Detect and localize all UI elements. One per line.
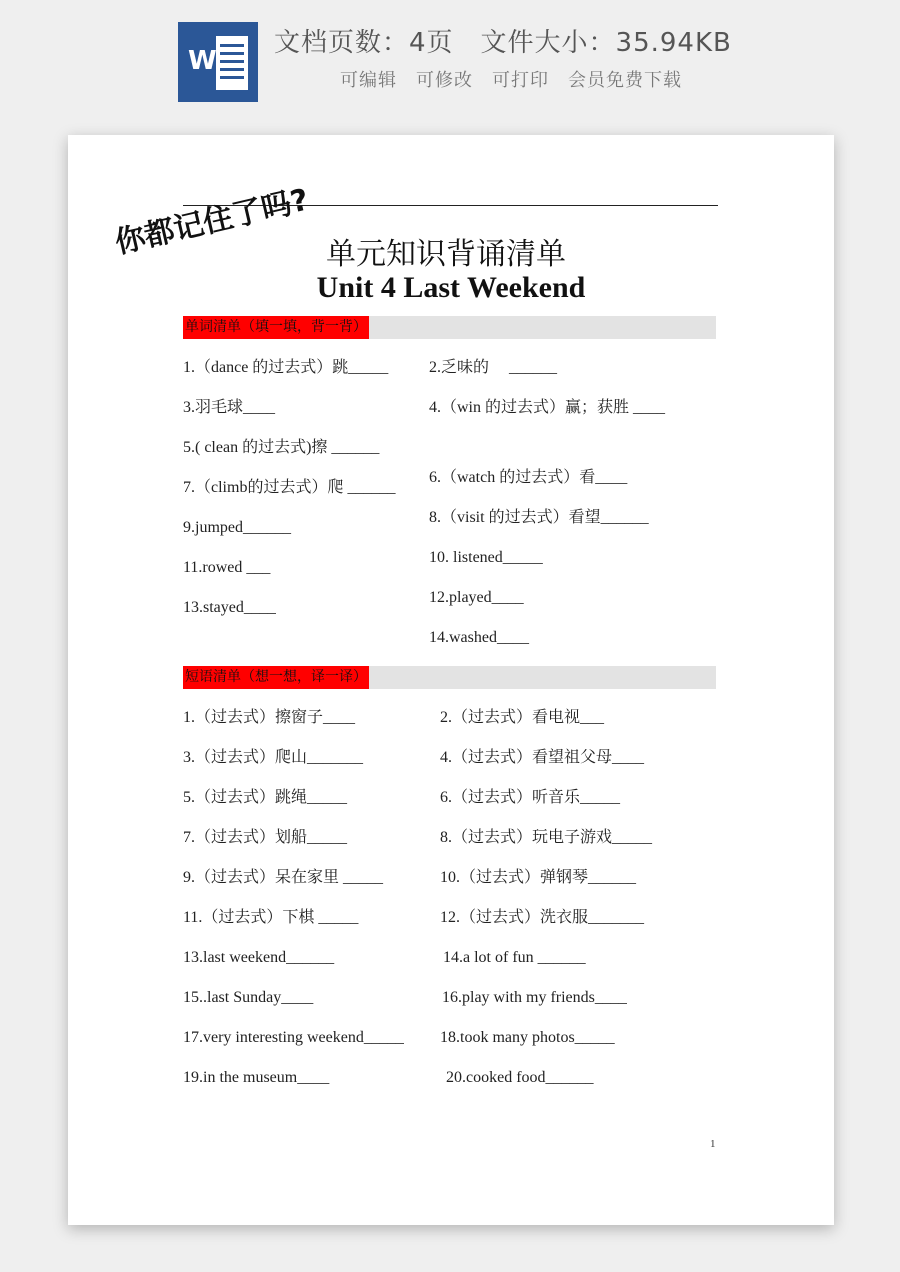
page-number: 1	[710, 1138, 716, 1150]
section-header-words	[183, 316, 716, 339]
word-item: 12.played____	[429, 589, 524, 606]
phrase-item: 4.（过去式）看望祖父母____	[440, 749, 645, 766]
phrase-item: 6.（过去式）听音乐_____	[440, 789, 621, 806]
phrase-item: 2.（过去式）看电视___	[440, 709, 605, 726]
phrase-item: 1.（过去式）擦窗子____	[183, 709, 356, 726]
section-header-phrases	[183, 666, 716, 689]
phrase-item: 3.（过去式）爬山_______	[183, 749, 364, 766]
word-item: 7.（climb的过去式）爬 ______	[183, 479, 396, 496]
word-item: 13.stayed____	[183, 599, 276, 616]
phrase-item: 10.（过去式）弹钢琴______	[440, 869, 637, 886]
word-item: 9.jumped______	[183, 519, 291, 536]
phrase-item: 13.last weekend______	[183, 949, 335, 966]
phrase-item: 5.（过去式）跳绳_____	[183, 789, 348, 806]
word-item: 2.乏味的 ______	[429, 359, 558, 376]
file-meta-features: 可编辑 可修改 可打印 会员免费下载	[340, 70, 682, 91]
phrase-item: 12.（过去式）洗衣服_______	[440, 909, 645, 926]
file-meta-pages-size: 文档页数：4页 文件大小：35.94KB	[274, 28, 732, 58]
word-item: 5.( clean 的过去式)擦 ______	[183, 439, 380, 456]
word-item: 14.washed____	[429, 629, 529, 646]
phrase-item: 14.a lot of fun ______	[443, 949, 586, 966]
phrase-item: 15..last Sunday____	[183, 989, 314, 1006]
document-page	[68, 135, 834, 1225]
section-label-words: 单词清单（填一填，背一背）	[183, 316, 369, 339]
file-info-header	[0, 0, 900, 120]
phrase-item: 9.（过去式）呆在家里 _____	[183, 869, 384, 886]
page-title-english: Unit 4 Last Weekend	[316, 271, 586, 304]
word-document-icon	[178, 22, 258, 102]
word-item: 3.羽毛球____	[183, 399, 276, 416]
phrase-item: 17.very interesting weekend_____	[183, 1029, 404, 1046]
phrase-item: 16.play with my friends____	[442, 989, 627, 1006]
slogan-stamp: 你都记住了吗?	[111, 182, 313, 261]
word-item: 8.（visit 的过去式）看望______	[429, 509, 649, 526]
phrase-item: 19.in the museum____	[183, 1069, 330, 1086]
phrase-item: 7.（过去式）划船_____	[183, 829, 348, 846]
phrase-item: 8.（过去式）玩电子游戏_____	[440, 829, 653, 846]
phrase-item: 18.took many photos_____	[440, 1029, 615, 1046]
phrase-item: 20.cooked food______	[446, 1069, 594, 1086]
section-label-phrases: 短语清单（想一想，译一译）	[183, 666, 369, 689]
word-item: 11.rowed ___	[183, 559, 271, 576]
phrase-item: 11.（过去式）下棋 _____	[183, 909, 359, 926]
word-item: 10. listened_____	[429, 549, 543, 566]
word-icon-letter: W	[188, 46, 217, 76]
word-item: 1.（dance 的过去式）跳_____	[183, 359, 389, 376]
page-title-chinese: 单元知识背诵清单	[326, 237, 566, 272]
word-item: 6.（watch 的过去式）看____	[429, 469, 628, 486]
word-item: 4.（win 的过去式）赢；获胜 ____	[429, 399, 666, 416]
